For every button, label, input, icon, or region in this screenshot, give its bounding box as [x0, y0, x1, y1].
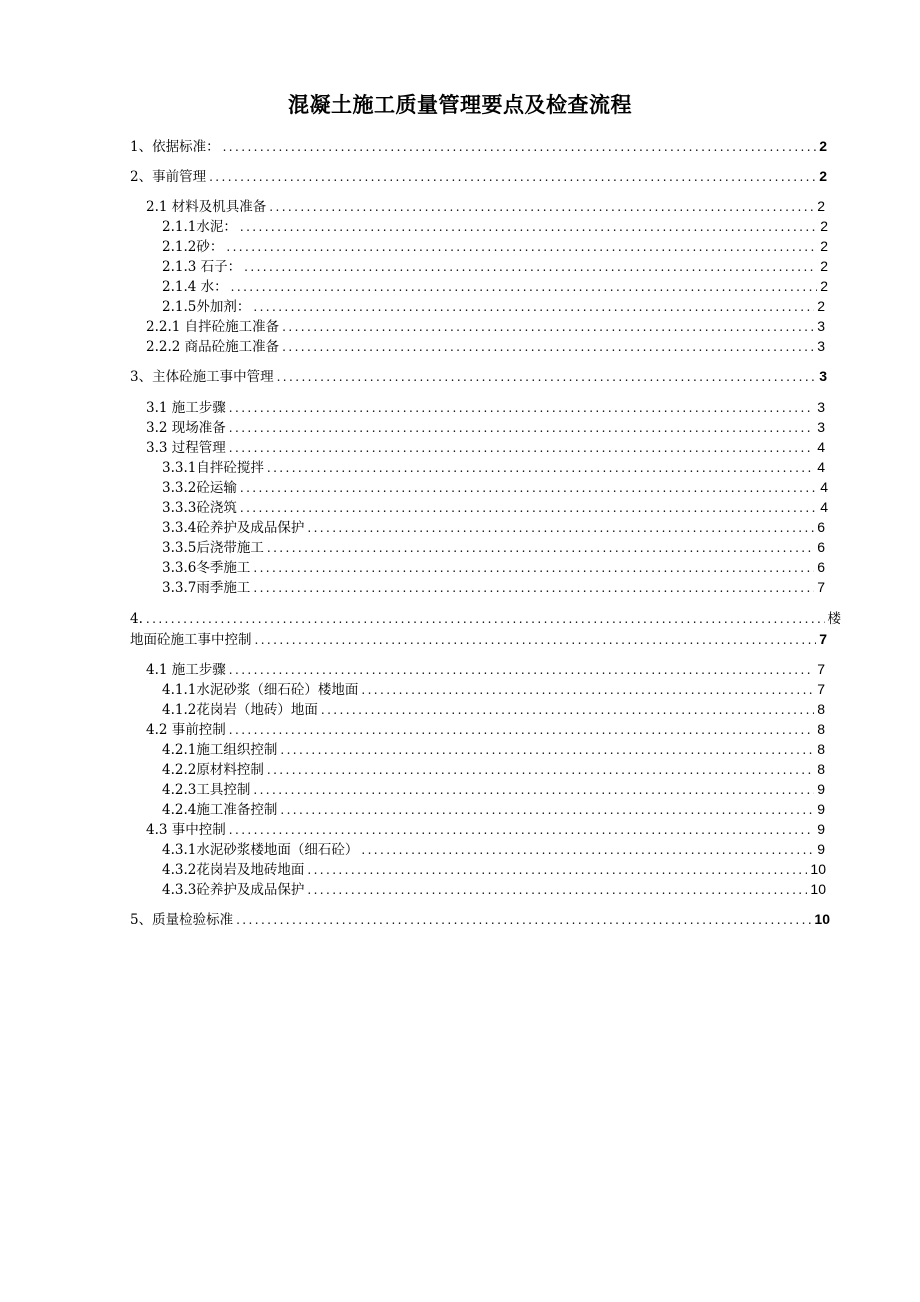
toc-entry-label: 2.2.2 商品砼施工准备 [146, 339, 280, 355]
toc-entry[interactable] [146, 196, 825, 216]
toc-entry-page: 3 [817, 399, 825, 415]
toc-entry-label: 4.3.2花岗岩及地砖地面 [162, 862, 305, 878]
toc-entry[interactable] [162, 517, 825, 537]
toc-entry[interactable] [146, 659, 825, 679]
toc-entry[interactable] [146, 437, 825, 457]
toc-leader-dots [240, 217, 817, 237]
toc-entry-label: 3.2 现场准备 [146, 420, 226, 436]
toc-leader-dots [307, 860, 807, 880]
toc-entry-page: 10 [814, 911, 830, 927]
toc-leader-dots [240, 498, 817, 518]
toc-entry-page: 3 [819, 368, 827, 384]
toc-entry-page: 3 [817, 419, 825, 435]
toc-leader-dots [240, 478, 817, 498]
toc-entry[interactable] [146, 819, 825, 839]
toc-entry-page: 6 [817, 539, 825, 555]
toc-entry-page: 2 [817, 298, 825, 314]
toc-leader-dots [267, 538, 814, 558]
toc-entry-label: 4.2 事前控制 [146, 722, 226, 738]
toc-leader-dots [277, 367, 817, 387]
toc-leader-dots [361, 680, 814, 700]
toc-entry-label: 4.2.3工具控制 [162, 782, 251, 798]
toc-entry[interactable] [130, 366, 827, 386]
toc-entry-label: 3.3.4砼养护及成品保护 [162, 520, 305, 536]
toc-entry-page: 9 [817, 841, 825, 857]
toc-leader-dots [255, 630, 817, 650]
toc-entry[interactable] [162, 759, 825, 779]
toc-entry[interactable] [146, 336, 825, 356]
toc-entry-label: 4.2.4施工准备控制 [162, 802, 278, 818]
toc-entry-label: 4. [130, 611, 143, 627]
toc-leader-dots [253, 297, 814, 317]
toc-entry[interactable] [146, 719, 825, 739]
toc-entry[interactable] [162, 699, 825, 719]
toc-entry-page: 4 [820, 499, 828, 515]
toc-entry-page: 10 [810, 881, 826, 897]
toc-entry-page: 9 [817, 801, 825, 817]
toc-entry-page: 2 [820, 218, 828, 234]
toc-entry-label: 2.2.1 自拌砼施工准备 [146, 319, 280, 335]
toc-entry-label: 3.3.2砼运输 [162, 480, 237, 496]
toc-entry-page: 8 [817, 721, 825, 737]
toc-entry[interactable] [162, 859, 826, 879]
toc-entry-page: 2 [820, 258, 828, 274]
toc-entry[interactable] [162, 739, 825, 759]
toc-leader-dots [226, 237, 817, 257]
toc-leader-dots [269, 197, 814, 217]
toc-entry[interactable] [130, 909, 830, 929]
toc-leader-dots [244, 257, 817, 277]
toc-leader-dots [236, 910, 811, 930]
toc-entry-label: 3.3 过程管理 [146, 440, 226, 456]
toc-entry-page: 8 [817, 761, 825, 777]
toc-entry-page: 4 [820, 479, 828, 495]
toc-entry-label: 3.3.3砼浇筑 [162, 500, 237, 516]
toc-leader-dots [229, 398, 814, 418]
toc-leader-dots [280, 800, 814, 820]
toc-leader-dots [231, 277, 818, 297]
toc-leader-dots [282, 317, 814, 337]
toc-entry-label: 4.2.2原材料控制 [162, 762, 264, 778]
toc-entry-label: 4.1 施工步骤 [146, 662, 226, 678]
toc-leader-dots [307, 518, 814, 538]
toc-entry-label: 2.1.5外加剂： [162, 299, 251, 315]
toc-entry-page: 7 [817, 681, 825, 697]
toc-entry[interactable] [146, 417, 825, 437]
toc-entry[interactable] [162, 537, 825, 557]
toc-leader-dots [321, 700, 814, 720]
toc-leader-dots [229, 438, 814, 458]
toc-entry-label: 4.3.1水泥砂浆楼地面（细石砼） [162, 842, 359, 858]
toc-entry-label: 4.3.3砼养护及成品保护 [162, 882, 305, 898]
toc-entry[interactable] [162, 457, 825, 477]
toc-entry[interactable] [146, 316, 825, 336]
toc-entry-page: 3 [817, 318, 825, 334]
toc-entry-page: 9 [817, 821, 825, 837]
toc-entry-page: 6 [817, 519, 825, 535]
toc-leader-dots [361, 840, 814, 860]
toc-leader-dots [229, 720, 814, 740]
toc-leader-dots [280, 740, 814, 760]
toc-entry-label: 3.1 施工步骤 [146, 400, 226, 416]
toc-leader-dots [253, 558, 814, 578]
toc-entry-page: 2 [820, 278, 828, 294]
toc-entry-label: 4.1.1水泥砂浆（细石砼）楼地面 [162, 682, 359, 698]
toc-entry-page: 9 [817, 781, 825, 797]
toc-entry-page: 2 [820, 238, 828, 254]
toc-entry[interactable] [130, 609, 841, 629]
toc-entry-label: 2.1.3 石子： [162, 259, 242, 275]
toc-entry[interactable] [162, 879, 826, 899]
toc-entry[interactable] [162, 296, 825, 316]
toc-entry-overflow-text: 楼 [827, 611, 841, 627]
toc-entry[interactable] [162, 236, 828, 256]
toc-entry-label: 2.1.2砂： [162, 239, 224, 255]
toc-leader-dots [253, 780, 814, 800]
toc-entry-page: 3 [817, 338, 825, 354]
toc-entry-page: 8 [817, 741, 825, 757]
toc-entry-label: 3.3.5后浇带施工 [162, 540, 264, 556]
toc-leader-dots [307, 880, 807, 900]
toc-leader-dots [267, 760, 814, 780]
toc-entry[interactable] [162, 497, 828, 517]
toc-entry-label: 地面砼施工事中控制 [130, 632, 252, 648]
toc-leader-dots [229, 660, 814, 680]
toc-leader-dots [223, 137, 817, 157]
toc-leader-dots [267, 458, 814, 478]
toc-entry[interactable] [162, 256, 828, 276]
toc-entry-label: 3、主体砼施工事中管理 [130, 369, 274, 385]
toc-entry[interactable] [146, 397, 825, 417]
toc-entry-label: 2、事前管理 [130, 169, 207, 185]
toc-entry-label: 2.1 材料及机具准备 [146, 199, 267, 215]
toc-entry-page: 4 [817, 439, 825, 455]
toc-entry-page: 2 [819, 168, 827, 184]
toc-entry[interactable] [162, 799, 825, 819]
toc-entry[interactable] [162, 779, 825, 799]
toc-entry-page: 7 [817, 579, 825, 595]
toc-entry[interactable] [130, 166, 827, 186]
toc-entry-page: 7 [817, 661, 825, 677]
toc-leader-dots [253, 578, 814, 598]
toc-entry-label: 1、依据标准： [130, 139, 220, 155]
toc-entry-label: 3.3.1自拌砼搅拌 [162, 460, 264, 476]
toc-leader-dots [209, 167, 816, 187]
toc-entry[interactable] [162, 679, 825, 699]
toc-leader-dots [229, 820, 814, 840]
toc-entry-page: 7 [819, 631, 827, 647]
toc-entry[interactable] [162, 276, 828, 296]
toc-entry-page: 2 [817, 198, 825, 214]
toc-entry-label: 3.3.6冬季施工 [162, 560, 251, 576]
toc-entry-label: 5、质量检验标准 [130, 912, 234, 928]
toc-leader-dots [146, 609, 825, 629]
toc-entry-page: 10 [810, 861, 826, 877]
toc-entry-page: 6 [817, 559, 825, 575]
toc-entry-label: 3.3.7雨季施工 [162, 580, 251, 596]
toc-leader-dots [229, 418, 814, 438]
toc-entry-label: 4.2.1施工组织控制 [162, 742, 278, 758]
toc-entry[interactable] [130, 136, 827, 156]
toc-entry[interactable] [162, 839, 825, 859]
toc-entry-page: 8 [817, 701, 825, 717]
toc-entry-page: 2 [819, 138, 827, 154]
toc-entry-label: 2.1.1水泥： [162, 219, 237, 235]
toc-entry-label: 4.1.2花岗岩（地砖）地面 [162, 702, 318, 718]
toc-entry[interactable] [130, 629, 827, 649]
toc-entry-page: 4 [817, 459, 825, 475]
toc-leader-dots [282, 337, 814, 357]
toc-entry[interactable] [162, 477, 828, 497]
toc-entry-label: 2.1.4 水： [162, 279, 228, 295]
toc-entry-label: 4.3 事中控制 [146, 822, 226, 838]
toc-entry[interactable] [162, 216, 828, 236]
toc-entry[interactable] [162, 557, 825, 577]
toc-entry[interactable] [162, 577, 825, 597]
document-title: 混凝土施工质量管理要点及检查流程 [288, 93, 632, 117]
